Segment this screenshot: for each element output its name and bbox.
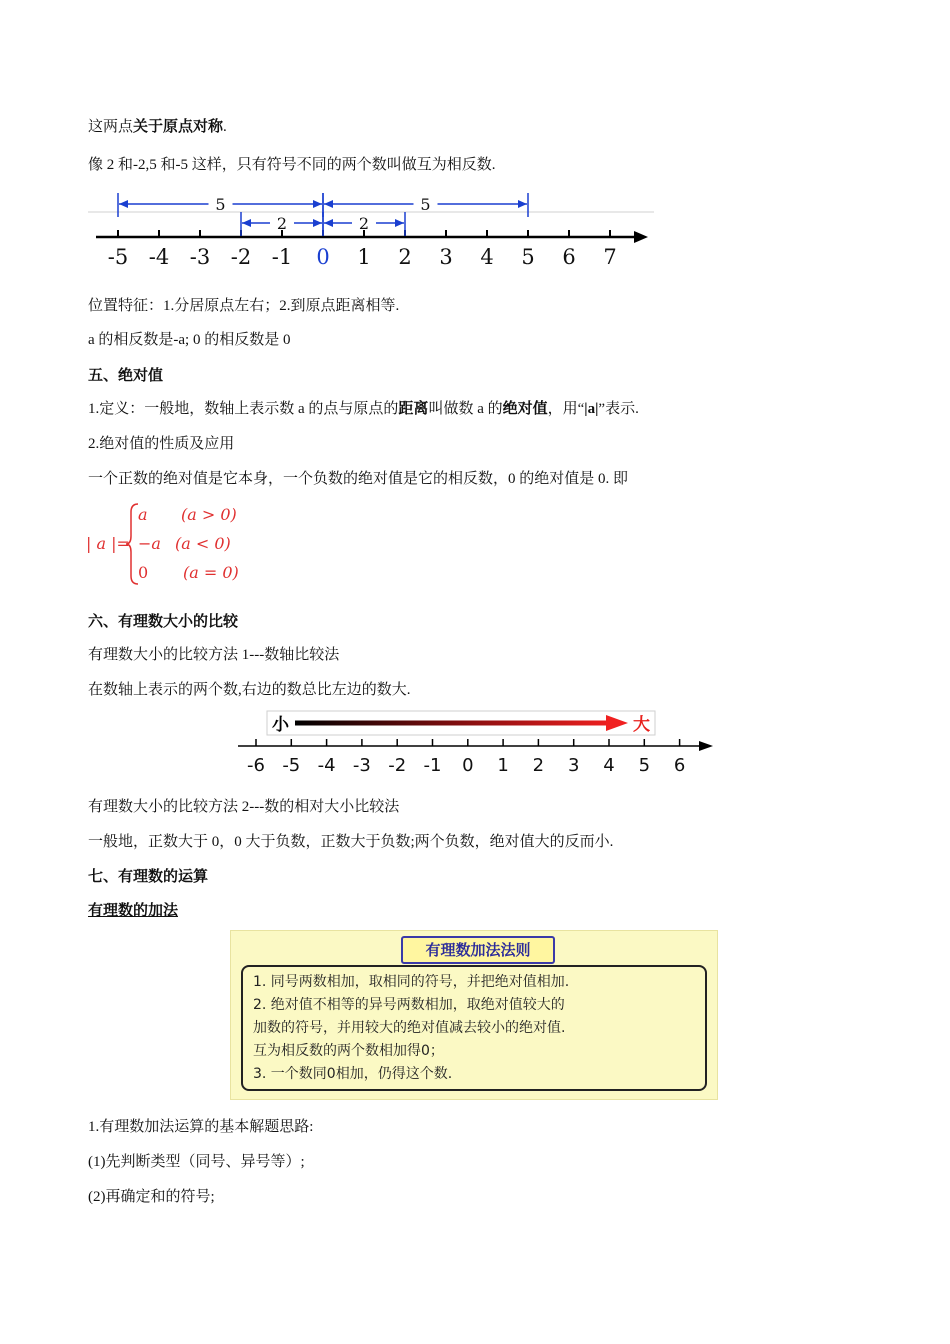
opposite-numbers-numberline [88, 190, 658, 272]
case-expr: −a [138, 534, 161, 553]
tick-label: -1 [423, 755, 442, 776]
arrow-head [518, 200, 527, 208]
tick-label: -1 [271, 245, 293, 269]
arrow-head [324, 219, 333, 227]
text-line: 像 2 和-2,5 和-5 这样，只有符号不同的两个数叫做互为相反数. [88, 157, 496, 173]
tick-label: 0 [462, 755, 474, 776]
abs-value-formula [86, 500, 256, 590]
text-line: 一个正数的绝对值是它本身，一个负数的绝对值是它的相反数，0 的绝对值是 0. 即 [88, 471, 629, 487]
rule-line: 3. 一个数同0相加，仍得这个数. [253, 1066, 453, 1082]
tick-label: 3 [439, 245, 453, 269]
tick-label: -4 [148, 245, 170, 269]
text-line: 这两点关于原点对称. [88, 119, 227, 135]
text-line: 有理数大小的比较方法 2---数的相对大小比较法 [88, 799, 400, 815]
tick-label: 6 [562, 245, 576, 269]
text-line: a 的相反数是-a; 0 的相反数是 0 [88, 332, 291, 348]
arrow-head [324, 200, 333, 208]
tick-label: -5 [282, 755, 301, 776]
case-cond: (a = 0) [183, 563, 239, 582]
tick-label: 0 [316, 245, 330, 269]
tick-label: -6 [247, 755, 265, 776]
case-cond: (a < 0) [175, 534, 231, 553]
rules-title: 有理数加法法则 [401, 936, 555, 964]
case-expr: a [138, 505, 148, 524]
tick-label: -3 [189, 245, 211, 269]
small-label: 小 [272, 715, 289, 735]
section-heading: 五、绝对值 [88, 366, 164, 384]
section-heading: 七、有理数的运算 [88, 867, 209, 885]
text-line: 有理数大小的比较方法 1---数轴比较法 [88, 647, 340, 663]
distance-label: 2 [358, 214, 370, 233]
tick-label: -2 [388, 755, 407, 776]
arrow-head [313, 219, 322, 227]
section-heading: 六、有理数大小的比较 [88, 612, 239, 630]
rule-line: 加数的符号，并用较大的绝对值减去较小的绝对值. [253, 1020, 566, 1036]
text-line: (2)再确定和的符号; [88, 1189, 215, 1205]
distance-label: 5 [215, 195, 226, 214]
distance-label: 2 [276, 214, 288, 233]
arrow-head [313, 200, 322, 208]
subsection-heading: 有理数的加法 [88, 901, 179, 919]
rule-line: 互为相反数的两个数相加得0； [253, 1043, 444, 1059]
tick-label: 1 [497, 755, 509, 776]
addition-rules-box [230, 930, 718, 1100]
comparison-numberline [235, 708, 720, 780]
arrow-head [242, 219, 251, 227]
tick-label: -3 [352, 755, 371, 776]
text-line: 位置特征：1.分居原点左右；2.到原点距离相等. [88, 298, 400, 314]
tick-label: 5 [638, 755, 651, 776]
text-line: 2.绝对值的性质及应用 [88, 436, 235, 452]
tick-label: 4 [480, 245, 494, 269]
tick-label: -5 [107, 245, 129, 269]
tick-label: 7 [603, 245, 617, 269]
arrow-head [395, 219, 404, 227]
tick-label: 4 [603, 755, 615, 776]
tick-label: -4 [317, 755, 336, 776]
formula-lhs: | a |= [86, 534, 130, 553]
tick-label: 6 [673, 755, 686, 776]
text-line: 一般地，正数大于 0，0 大于负数，正数大于负数;两个负数，绝对值大的反而小. [88, 834, 614, 850]
tick-label: -2 [230, 245, 252, 269]
text-line: 在数轴上表示的两个数,右边的数总比左边的数大. [88, 682, 411, 698]
distance-label: 5 [420, 195, 431, 214]
rule-line: 1. 同号两数相加，取相同的符号，并把绝对值相加. [253, 974, 570, 990]
case-cond: (a > 0) [181, 505, 237, 524]
tick-label: 2 [398, 245, 412, 269]
arrow-head [119, 200, 128, 208]
text-line: (1)先判断类型（同号、异号等）; [88, 1154, 305, 1170]
definition-line: 1.定义：一般地，数轴上表示数 a 的点与原点的距离叫做数 a 的绝对值，用“|a|”表示. [88, 401, 639, 417]
tick-label: 1 [357, 245, 371, 269]
tick-label: 5 [521, 245, 535, 269]
tick-label: 3 [567, 755, 580, 776]
tick-label: 2 [532, 755, 545, 776]
rules-body [241, 965, 707, 1091]
big-label: 大 [633, 715, 650, 735]
text-line: 1.有理数加法运算的基本解题思路: [88, 1119, 314, 1135]
case-expr: 0 [138, 563, 149, 582]
rule-line: 2. 绝对值不相等的异号两数相加，取绝对值较大的 [253, 997, 565, 1013]
